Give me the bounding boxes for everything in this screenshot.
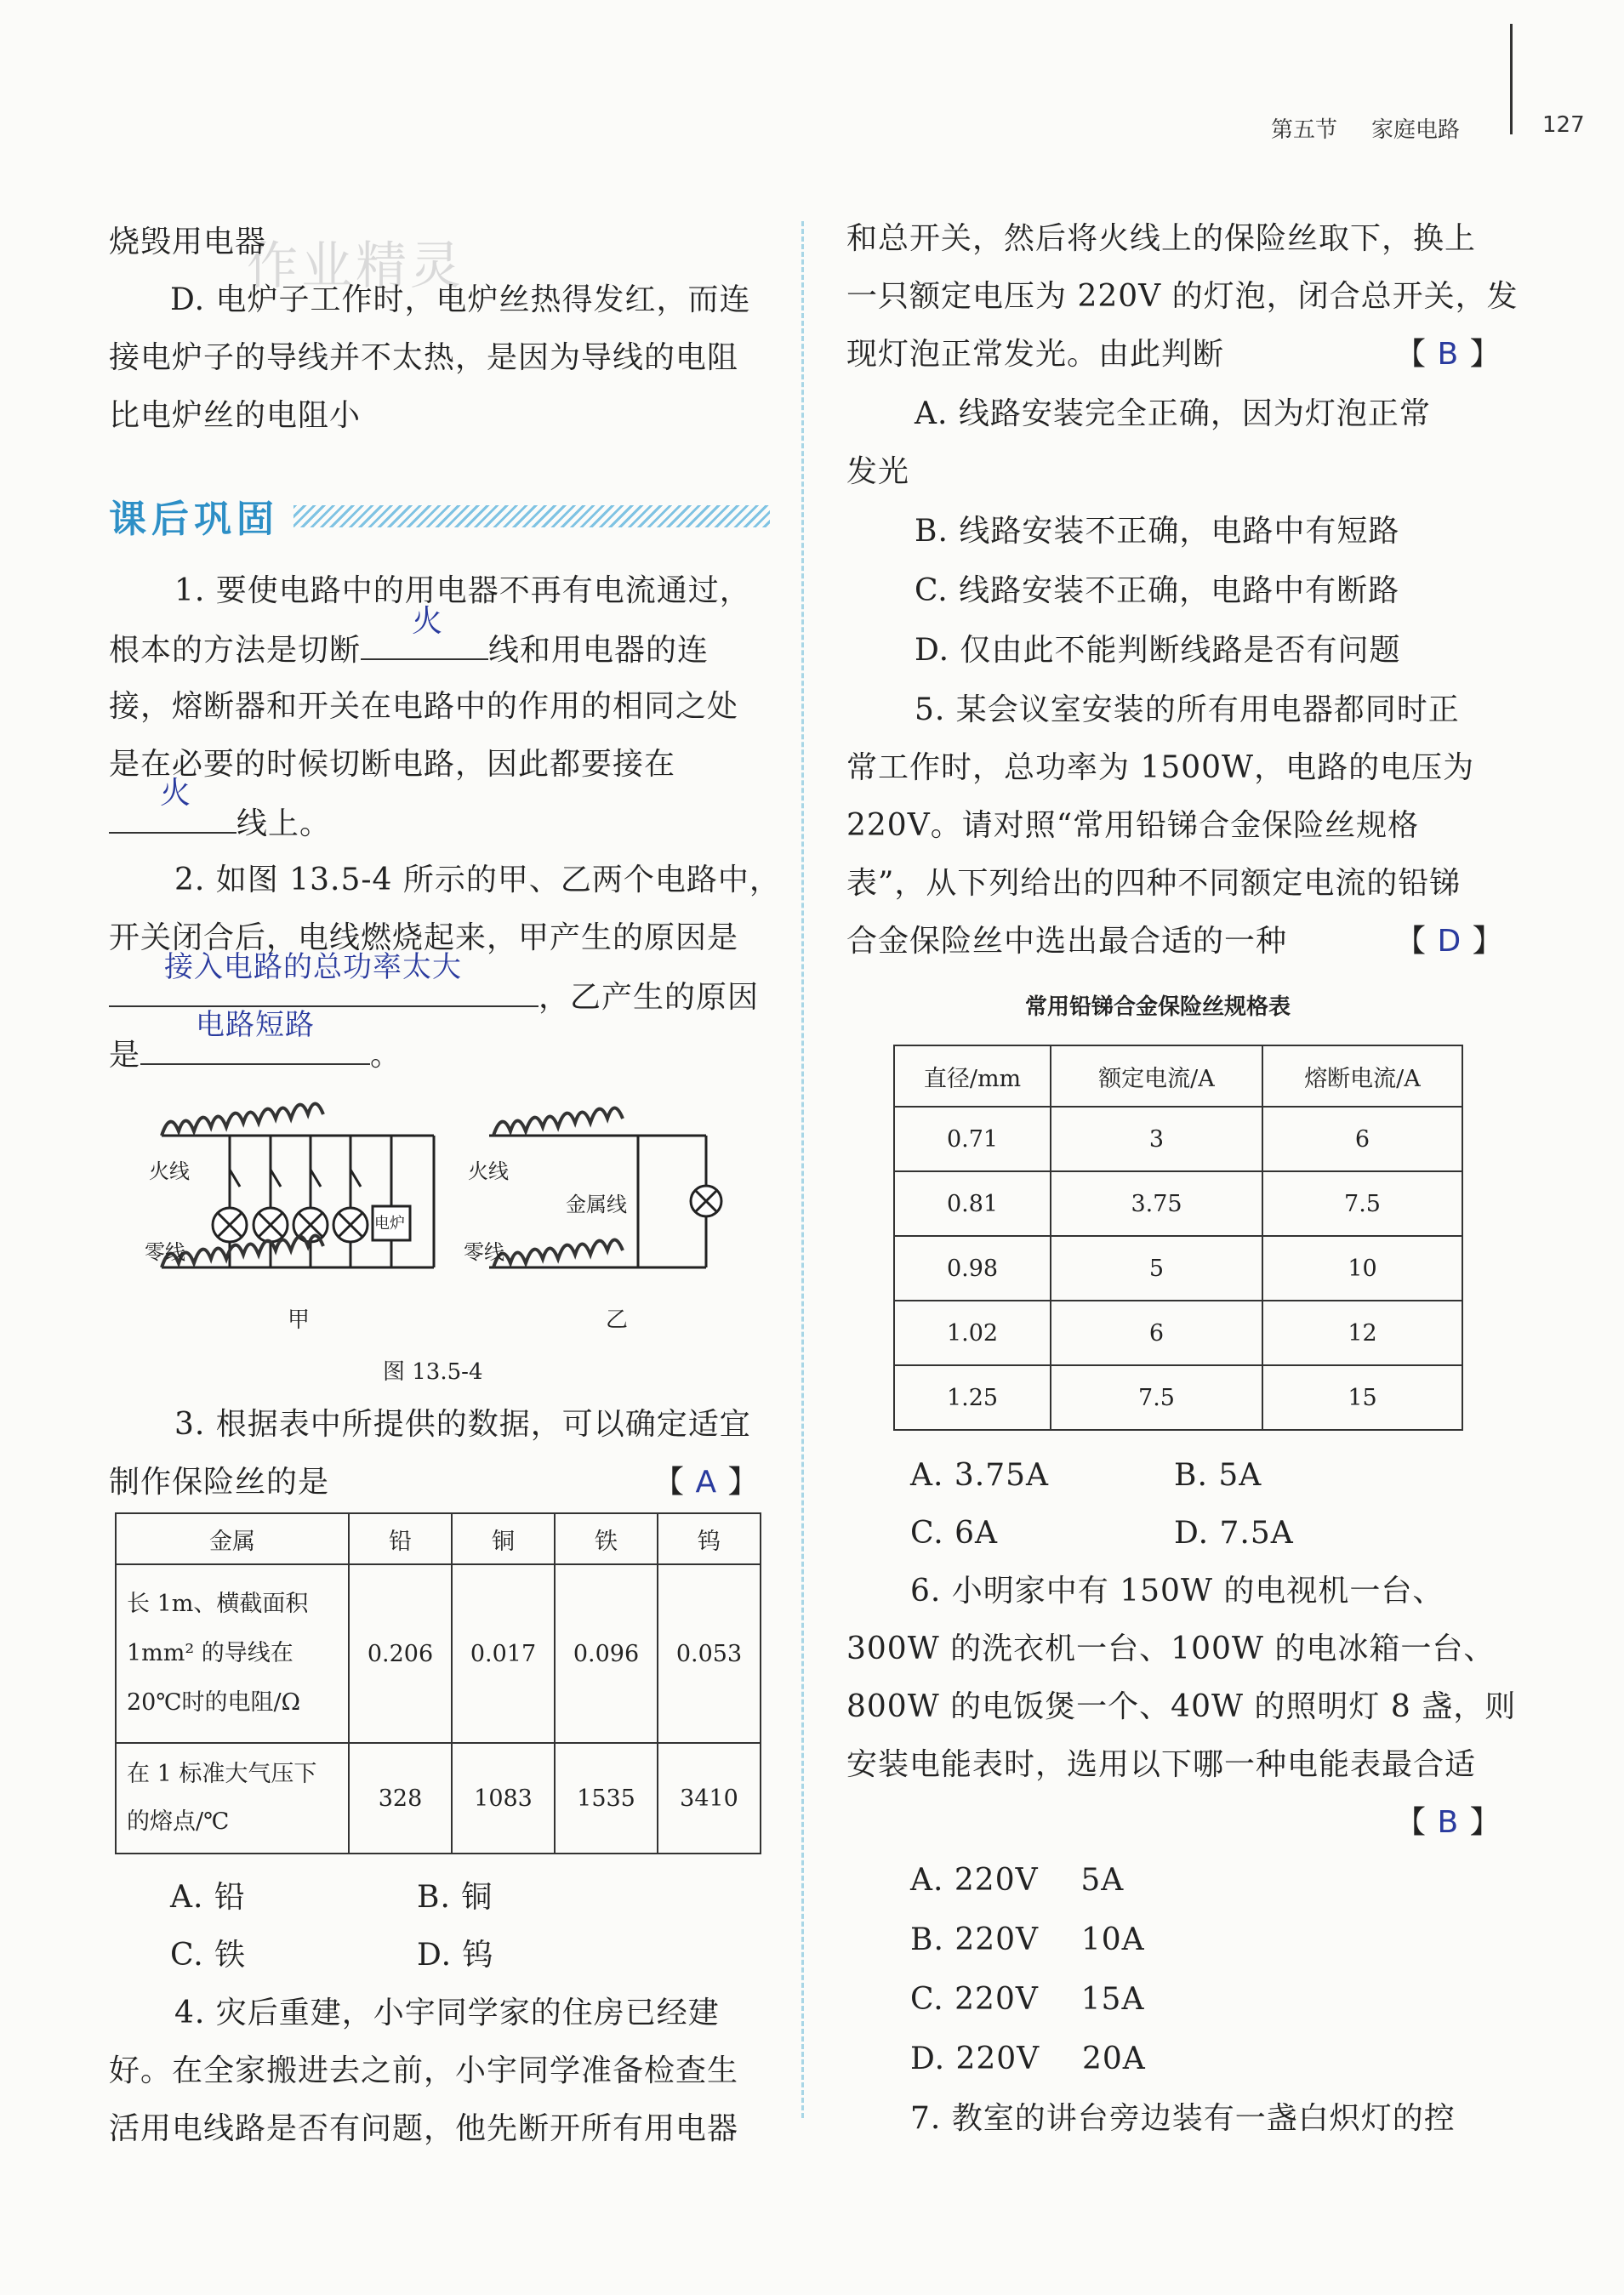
table-cell: 1083 [452, 1743, 555, 1854]
circuit-figure [111, 1097, 723, 1353]
q6-line: 800W 的电饭煲一个、40W 的照明灯 8 盏，则 [846, 1689, 1517, 1724]
q5-option-a: A. 3.75A [910, 1458, 1050, 1493]
table-cell: 1535 [555, 1743, 658, 1854]
table-cell: 328 [349, 1743, 452, 1854]
table-cell: 5 [1051, 1236, 1262, 1301]
table-cell: 7.5 [1262, 1171, 1462, 1236]
flame-icon [162, 1236, 323, 1268]
q4-option-a: 发光 [846, 454, 910, 489]
q4-line: 现灯泡正常发光。由此判断 [846, 337, 1225, 372]
q3-option-a: A. 铅 [170, 1880, 246, 1915]
table-cell: 0.096 [555, 1564, 658, 1743]
q6-answer: B [1437, 1805, 1460, 1840]
q5-line: 表”，从下列给出的四种不同额定电流的铅锑 [846, 866, 1462, 901]
table-cell: 3.75 [1051, 1171, 1262, 1236]
row-label-line: 在 1 标准大气压下 [127, 1761, 317, 1787]
label-huoxian-yi: 火线 [468, 1159, 509, 1183]
q6-answer-bracket: 【 B 】 [1395, 1805, 1501, 1840]
flame-icon [493, 1108, 623, 1136]
label-huoxian-jia: 火线 [149, 1159, 190, 1183]
table-cell: 1.02 [894, 1301, 1051, 1365]
q1-text: 线和用电器的连 [488, 633, 709, 668]
text-line: 烧毁用电器 [109, 225, 267, 259]
label-jia: 甲 [288, 1307, 311, 1333]
table-cell: 3410 [658, 1743, 761, 1854]
q2-line: 开关闭合后，电线燃烧起来，甲产生的原因是 [109, 920, 739, 955]
q1-text: 线上。 [236, 806, 332, 841]
q2-blank-2 [140, 1008, 370, 1065]
table-cell: 0.81 [894, 1171, 1051, 1236]
label-dianlu: 电炉 [374, 1215, 405, 1233]
q3-answer-bracket: 【 A 】 [653, 1465, 760, 1500]
q5-line: 5. 某会议室安装的所有用电器都同时正 [915, 692, 1460, 727]
q5-line: 常工作时，总功率为 1500W，电路的电压为 [846, 750, 1475, 785]
table-header: 铅 [349, 1513, 452, 1564]
table-header: 额定电流/A [1051, 1045, 1262, 1107]
table-cell: 1.25 [894, 1365, 1051, 1430]
table-cell: 15 [1262, 1365, 1462, 1430]
q1-line: 是在必要的时候切断电路，因此都要接在 [109, 747, 676, 782]
table-cell: 0.71 [894, 1107, 1051, 1171]
row-label-line: 的熔点/℃ [127, 1808, 230, 1835]
q4-option-d: D. 仅由此不能判断线路是否有问题 [915, 633, 1401, 668]
fuse-table [893, 1045, 1463, 1431]
q4-answer: B [1437, 337, 1460, 372]
header-divider [1510, 24, 1513, 134]
fuse-table-title: 常用铅锑合金保险丝规格表 [1025, 994, 1291, 1020]
q2-line [109, 1008, 402, 1085]
table-header: 钨 [658, 1513, 761, 1564]
row-label-line: 1mm² 的导线在 [127, 1640, 293, 1666]
q4-line: 活用电线路是否有问题，他先断开所有用电器 [109, 2111, 739, 2146]
q5-option-b: B. 5A [1174, 1458, 1262, 1493]
table-header: 金属 [116, 1513, 349, 1564]
option-d: D. 电炉子工作时，电炉丝热得发红，而连 [170, 282, 751, 317]
text-line: 比电炉丝的电阻小 [109, 398, 362, 433]
q4-line: 4. 灾后重建，小宇同学家的住房已经建 [174, 1996, 720, 2030]
table-cell: 6 [1051, 1301, 1262, 1365]
q5-option-d: D. 7.5A [1174, 1516, 1294, 1551]
q7-line: 7. 教室的讲台旁边装有一盏白炽灯的控 [910, 2101, 1456, 2136]
q3-line: 制作保险丝的是 [109, 1465, 330, 1500]
q1-blank-1 [361, 604, 488, 660]
lamp-yi [691, 1186, 721, 1216]
q4-line: 和总开关，然后将火线上的保险丝取下，换上 [846, 221, 1477, 256]
q1-line: 接，熔断器和开关在电路中的作用的相同之处 [109, 689, 739, 724]
q4-option-b: B. 线路安装不正确，电路中有短路 [915, 514, 1400, 549]
q4-option-c: C. 线路安装不正确，电路中有断路 [915, 573, 1400, 608]
q5-answer: D [1437, 924, 1462, 959]
header-section: 第五节 [1271, 117, 1338, 143]
watermark: 作业精灵 [247, 236, 464, 296]
q3-option-c: C. 铁 [170, 1938, 247, 1973]
q2-text: 。 [370, 1038, 402, 1073]
q2-text: ，乙产生的原因 [538, 980, 760, 1015]
q6-option-b: B. 220V 10A [910, 1922, 1145, 1957]
q3-answer: A [695, 1465, 718, 1500]
q1-answer-1: 火 [412, 604, 444, 639]
q6-line: 安装电能表时，选用以下哪一种电能表最合适 [846, 1747, 1477, 1782]
switches-jia [230, 1170, 361, 1187]
row-label-line: 20℃时的电阻/Ω [127, 1689, 301, 1716]
lamps-jia [213, 1208, 368, 1242]
section-title: 课后巩固 [109, 498, 279, 541]
q5-answer-bracket: 【 D 】 [1395, 924, 1504, 959]
table-row [894, 1301, 1462, 1365]
table-row [894, 1365, 1462, 1430]
text-line: 接电炉子的导线并不太热，是因为导线的电阻 [109, 340, 739, 375]
table-row [894, 1236, 1462, 1301]
q4-answer-bracket: 【 B 】 [1395, 337, 1501, 372]
q4-line: 一只额定电压为 220V 的灯泡，闭合总开关，发 [846, 279, 1519, 314]
q6-option-d: D. 220V 20A [910, 2042, 1146, 2076]
q5-line: 220V。请对照“常用铅锑合金保险丝规格 [846, 808, 1420, 843]
q4-option-a: A. 线路安装完全正确，因为灯泡正常 [915, 396, 1431, 431]
table-cell: 0.017 [452, 1564, 555, 1743]
q1-line [109, 776, 332, 854]
row-label-line: 长 1m、横截面积 [127, 1591, 309, 1617]
page-number: 127 [1542, 112, 1585, 138]
q2-line: 2. 如图 13.5-4 所示的甲、乙两个电路中， [174, 863, 781, 897]
q3-option-d: D. 钨 [417, 1938, 494, 1973]
q2-text: 是 [109, 1038, 141, 1073]
row-label [116, 1564, 349, 1743]
table-cell: 0.053 [658, 1564, 761, 1743]
q2-answer-2: 电路短路 [196, 1008, 316, 1042]
label-lingxian-yi: 零线 [464, 1240, 504, 1264]
q3-line: 3. 根据表中所提供的数据，可以确定适宜 [174, 1407, 751, 1442]
label-lingxian-jia: 零线 [145, 1240, 185, 1264]
q3-option-b: B. 铜 [417, 1880, 493, 1915]
q2-answer-1: 接入电路的总功率太大 [164, 950, 462, 984]
table-row [894, 1107, 1462, 1171]
q6-option-c: C. 220V 15A [910, 1982, 1145, 2017]
figure-caption: 图 13.5-4 [383, 1359, 483, 1385]
row-label [116, 1743, 349, 1854]
q1-blank-2 [109, 776, 236, 834]
table-cell: 0.98 [894, 1236, 1051, 1301]
flame-icon [162, 1104, 323, 1136]
table-header: 直径/mm [894, 1045, 1051, 1107]
q1-line [109, 604, 709, 681]
table-cell: 6 [1262, 1107, 1462, 1171]
q1-line: 1. 要使电路中的用电器不再有电流通过， [174, 573, 751, 608]
q2-blank-1 [109, 950, 538, 1007]
label-yi: 乙 [606, 1307, 629, 1333]
table-cell: 10 [1262, 1236, 1462, 1301]
q5-option-c: C. 6A [910, 1516, 999, 1551]
table-cell: 12 [1262, 1301, 1462, 1365]
table-cell: 7.5 [1051, 1365, 1262, 1430]
header-title: 家庭电路 [1371, 117, 1461, 143]
q4-line: 好。在全家搬进去之前，小宇同学准备检查生 [109, 2053, 739, 2088]
flame-icon [493, 1240, 623, 1268]
q1-answer-2: 火 [160, 776, 192, 811]
column-divider [801, 221, 816, 2118]
label-jinshuxian: 金属线 [566, 1193, 627, 1216]
table-header: 铜 [452, 1513, 555, 1564]
table-row [894, 1171, 1462, 1236]
q5-line: 合金保险丝中选出最合适的一种 [846, 924, 1288, 959]
table-header: 熔断电流/A [1262, 1045, 1462, 1107]
q6-line: 300W 的洗衣机一台、100W 的电冰箱一台、 [846, 1632, 1496, 1666]
section-title-stripe [293, 505, 770, 527]
table-header: 铁 [555, 1513, 658, 1564]
q1-text: 根本的方法是切断 [109, 633, 362, 668]
q6-option-a: A. 220V 5A [910, 1863, 1125, 1898]
metal-table [115, 1512, 761, 1854]
table-cell: 0.206 [349, 1564, 452, 1743]
q6-line: 6. 小明家中有 150W 的电视机一台、 [910, 1574, 1445, 1609]
table-cell: 3 [1051, 1107, 1262, 1171]
